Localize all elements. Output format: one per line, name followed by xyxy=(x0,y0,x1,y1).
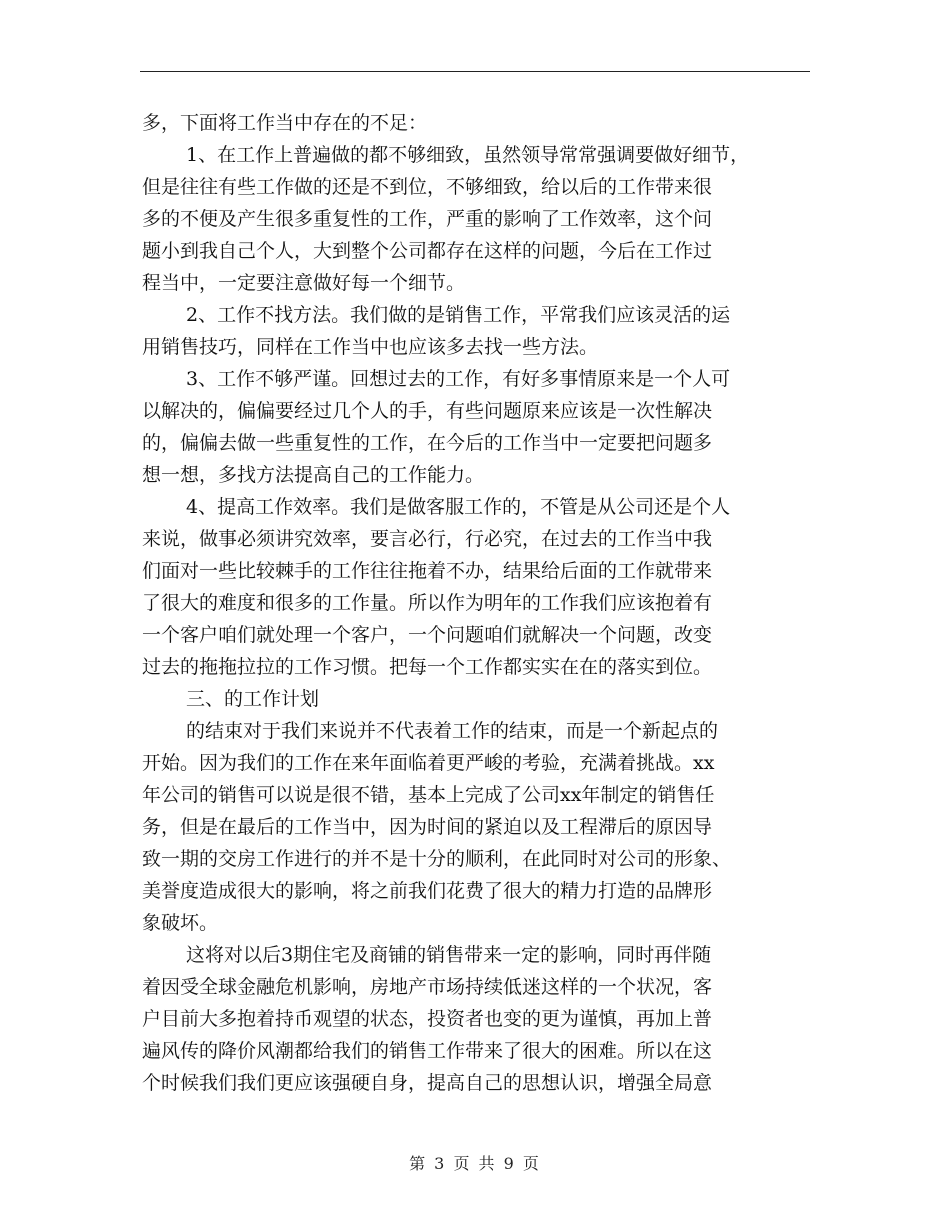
text-line: 户目前大多抱着持币观望的状态，投资者也变的更为谨慎，再加上普 xyxy=(142,1008,713,1030)
text-line: 但是往往有些工作做的还是不到位，不够细致，给以后的工作带来很 xyxy=(142,176,713,198)
text-line: 1、在工作上普遍做的都不够细致，虽然领导常常强调要做好细节， xyxy=(186,144,750,166)
text-line: 三、的工作计划 xyxy=(186,688,320,710)
page-footer: 第 3 页 共 9 页 xyxy=(409,1154,541,1173)
header-rule xyxy=(140,71,810,72)
text-line: 这将对以后3期住宅及商铺的销售带来一定的影响，同时再伴随 xyxy=(186,944,712,966)
text-line: 们面对一些比较棘手的工作往往拖着不办，结果给后面的工作就带来 xyxy=(142,560,713,582)
text-line: 着因受全球金融危机影响，房地产市场持续低迷这样的一个状况，客 xyxy=(142,976,713,998)
text-line: 过去的拖拖拉拉的工作习惯。把每一个工作都实实在在的落实到位。 xyxy=(142,656,713,678)
text-line: 务，但是在最后的工作当中，因为时间的紧迫以及工程滞后的原因导 xyxy=(142,816,713,838)
text-line: 4、提高工作效率。我们是做客服工作的，不管是从公司还是个人 xyxy=(186,496,731,518)
text-line: 美誉度造成很大的影响，将之前我们花费了很大的精力打造的品牌形 xyxy=(142,880,713,902)
text-line: 的结束对于我们来说并不代表着工作的结束，而是一个新起点的 xyxy=(186,720,719,742)
text-line: 象破坏。 xyxy=(142,912,219,934)
document-body xyxy=(142,107,822,1099)
text-line: 程当中，一定要注意做好每一个细节。 xyxy=(142,272,466,294)
text-line: 想一想，多找方法提高自己的工作能力。 xyxy=(142,464,485,486)
text-line: 年公司的销售可以说是很不错，基本上完成了公司xx年制定的销售任 xyxy=(142,784,715,806)
text-line: 遍风传的降价风潮都给我们的销售工作带来了很大的困难。所以在这 xyxy=(142,1040,713,1062)
text-line: 致一期的交房工作进行的并不是十分的顺利，在此同时对公司的形象、 xyxy=(142,848,732,870)
text-line: 3、工作不够严谨。回想过去的工作，有好多事情原来是一个人可 xyxy=(186,368,731,390)
text-line: 的，偏偏去做一些重复性的工作，在今后的工作当中一定要把问题多 xyxy=(142,432,713,454)
text-line: 多，下面将工作当中存在的不足： xyxy=(142,112,428,134)
text-line: 2、工作不找方法。我们做的是销售工作，平常我们应该灵活的运 xyxy=(186,304,731,326)
text-line: 来说，做事必须讲究效率，要言必行，行必究，在过去的工作当中我 xyxy=(142,528,713,550)
text-line: 了很大的难度和很多的工作量。所以作为明年的工作我们应该抱着有 xyxy=(142,592,713,614)
text-line: 用销售技巧，同样在工作当中也应该多去找一些方法。 xyxy=(142,336,599,358)
text-line: 开始。因为我们的工作在来年面临着更严峻的考验，充满着挑战。xx xyxy=(142,752,715,774)
text-line: 一个客户咱们就处理一个客户，一个问题咱们就解决一个问题，改变 xyxy=(142,624,713,646)
text-line: 多的不便及产生很多重复性的工作，严重的影响了工作效率，这个问 xyxy=(142,208,713,230)
text-line: 个时候我们我们更应该强硬自身，提高自己的思想认识，增强全局意 xyxy=(142,1072,713,1094)
text-line: 题小到我自己个人，大到整个公司都存在这样的问题，今后在工作过 xyxy=(142,240,713,262)
text-line: 以解决的，偏偏要经过几个人的手，有些问题原来应该是一次性解决 xyxy=(142,400,713,422)
